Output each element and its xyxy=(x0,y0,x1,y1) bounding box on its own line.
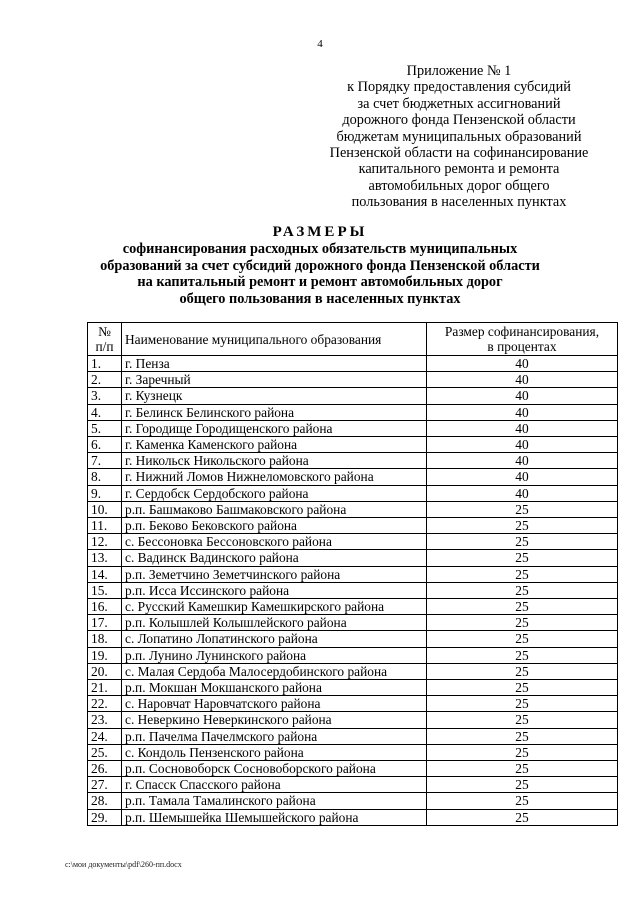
row-number: 23. xyxy=(88,712,122,728)
row-percent: 25 xyxy=(427,501,618,517)
header-number-line2: п/п xyxy=(95,339,114,354)
row-municipality: р.п. Тамала Тамалинского района xyxy=(122,793,427,809)
row-percent: 40 xyxy=(427,356,618,372)
subtitle-line: на капитальный ремонт и ремонт автомобильных дорог xyxy=(137,274,503,291)
row-number: 10. xyxy=(88,501,122,517)
row-number: 11. xyxy=(88,518,122,534)
row-percent: 25 xyxy=(427,615,618,631)
footer-file-path: c:\мои документы\pdf\260-пп.docx xyxy=(65,860,182,869)
table-row xyxy=(88,420,618,436)
row-percent: 25 xyxy=(427,680,618,696)
row-municipality: р.п. Башмаково Башмаковского района xyxy=(122,501,427,517)
row-municipality: р.п. Сосновоборск Сосновоборского района xyxy=(122,761,427,777)
header-percent xyxy=(427,323,618,356)
row-number: 20. xyxy=(88,663,122,679)
row-municipality: с. Наровчат Наровчатского района xyxy=(122,696,427,712)
header-number-line1: № xyxy=(98,324,111,339)
appendix-line: за счет бюджетных ассигнований xyxy=(357,95,561,112)
row-municipality: г. Белинск Белинского района xyxy=(122,404,427,420)
table-row xyxy=(88,404,618,420)
appendix-line: к Порядку предоставления субсидий xyxy=(347,79,571,96)
row-number: 2. xyxy=(88,372,122,388)
row-number: 3. xyxy=(88,388,122,404)
row-percent: 25 xyxy=(427,599,618,615)
appendix-line: бюджетам муниципальных образований xyxy=(336,128,582,145)
table-row xyxy=(88,663,618,679)
table-row xyxy=(88,712,618,728)
row-percent: 25 xyxy=(427,647,618,663)
row-number: 5. xyxy=(88,420,122,436)
row-number: 24. xyxy=(88,728,122,744)
row-municipality: г. Каменка Каменского района xyxy=(122,437,427,453)
row-percent: 25 xyxy=(427,566,618,582)
row-percent: 25 xyxy=(427,631,618,647)
appendix-line: капитального ремонта и ремонта xyxy=(358,161,560,178)
row-municipality: г. Пенза xyxy=(122,356,427,372)
page-number: 4 xyxy=(317,38,323,50)
row-municipality: г. Сердобск Сердобского района xyxy=(122,485,427,501)
row-number: 29. xyxy=(88,809,122,825)
row-municipality: р.п. Пачелма Пачелмского района xyxy=(122,728,427,744)
table-row xyxy=(88,696,618,712)
row-number: 17. xyxy=(88,615,122,631)
row-municipality: г. Заречный xyxy=(122,372,427,388)
row-percent: 25 xyxy=(427,534,618,550)
row-percent: 40 xyxy=(427,420,618,436)
row-municipality: с. Бессоновка Бессоновского района xyxy=(122,534,427,550)
row-number: 8. xyxy=(88,469,122,485)
row-number: 19. xyxy=(88,647,122,663)
row-municipality: с. Лопатино Лопатинского района xyxy=(122,631,427,647)
table-row xyxy=(88,761,618,777)
table-row xyxy=(88,388,618,404)
row-number: 25. xyxy=(88,744,122,760)
document-subtitle xyxy=(0,241,640,307)
appendix-line: автомобильных дорог общего xyxy=(368,177,550,194)
table-row xyxy=(88,501,618,517)
row-percent: 40 xyxy=(427,372,618,388)
appendix-block xyxy=(300,63,618,211)
row-percent: 40 xyxy=(427,453,618,469)
table-row xyxy=(88,372,618,388)
table-row xyxy=(88,631,618,647)
table-row xyxy=(88,728,618,744)
row-number: 16. xyxy=(88,599,122,615)
table-row xyxy=(88,647,618,663)
row-number: 14. xyxy=(88,566,122,582)
row-percent: 25 xyxy=(427,696,618,712)
header-name: Наименование муниципального образования xyxy=(122,323,427,356)
row-percent: 40 xyxy=(427,437,618,453)
row-municipality: с. Неверкино Неверкинского района xyxy=(122,712,427,728)
appendix-line: пользования в населенных пунктах xyxy=(351,194,567,211)
table-header-row xyxy=(88,323,618,356)
row-municipality: г. Никольск Никольского района xyxy=(122,453,427,469)
subsidy-table xyxy=(87,322,618,826)
row-municipality: р.п. Шемышейка Шемышейского района xyxy=(122,809,427,825)
row-number: 15. xyxy=(88,582,122,598)
table-row xyxy=(88,550,618,566)
row-municipality: р.п. Земетчино Земетчинского района xyxy=(122,566,427,582)
row-municipality: р.п. Беково Бековского района xyxy=(122,518,427,534)
subtitle-line: общего пользования в населенных пунктах xyxy=(179,290,461,307)
table-row xyxy=(88,469,618,485)
row-percent: 25 xyxy=(427,793,618,809)
appendix-line: дорожного фонда Пензенской области xyxy=(342,112,576,129)
row-percent: 25 xyxy=(427,728,618,744)
row-number: 13. xyxy=(88,550,122,566)
row-municipality: с. Малая Сердоба Малосердобинского района xyxy=(122,663,427,679)
row-municipality: с. Русский Камешкир Камешкирского района xyxy=(122,599,427,615)
row-percent: 25 xyxy=(427,518,618,534)
row-municipality: с. Кондоль Пензенского района xyxy=(122,744,427,760)
table-row xyxy=(88,566,618,582)
row-percent: 40 xyxy=(427,469,618,485)
row-number: 18. xyxy=(88,631,122,647)
table-row xyxy=(88,680,618,696)
table-row xyxy=(88,485,618,501)
row-percent: 25 xyxy=(427,550,618,566)
table-row xyxy=(88,599,618,615)
document-title: РАЗМЕРЫ xyxy=(272,224,368,240)
table-row xyxy=(88,793,618,809)
row-percent: 25 xyxy=(427,744,618,760)
row-number: 4. xyxy=(88,404,122,420)
row-percent: 25 xyxy=(427,582,618,598)
row-number: 22. xyxy=(88,696,122,712)
subtitle-line: образований за счет субсидий дорожного фонда Пензенской области xyxy=(100,257,540,274)
header-number xyxy=(88,323,122,356)
table-body xyxy=(88,356,618,826)
row-percent: 40 xyxy=(427,404,618,420)
appendix-line: Пензенской области на софинансирование xyxy=(329,145,589,162)
table-row xyxy=(88,582,618,598)
row-municipality: р.п. Мокшан Мокшанского района xyxy=(122,680,427,696)
row-municipality: г. Нижний Ломов Нижнеломовского района xyxy=(122,469,427,485)
row-number: 6. xyxy=(88,437,122,453)
table-row xyxy=(88,777,618,793)
row-municipality: с. Вадинск Вадинского района xyxy=(122,550,427,566)
table-row xyxy=(88,437,618,453)
row-municipality: р.п. Исса Иссинского района xyxy=(122,582,427,598)
row-number: 12. xyxy=(88,534,122,550)
row-number: 21. xyxy=(88,680,122,696)
table-row xyxy=(88,534,618,550)
row-municipality: р.п. Колышлей Колышлейского района xyxy=(122,615,427,631)
table-row xyxy=(88,356,618,372)
subtitle-line: софинансирования расходных обязательств муниципальных xyxy=(122,241,518,257)
table-row xyxy=(88,809,618,825)
row-municipality: г. Кузнецк xyxy=(122,388,427,404)
header-percent-line2: в процентах xyxy=(487,339,557,354)
row-number: 7. xyxy=(88,453,122,469)
table-row xyxy=(88,615,618,631)
row-percent: 25 xyxy=(427,712,618,728)
row-percent: 40 xyxy=(427,388,618,404)
row-percent: 25 xyxy=(427,663,618,679)
table-row xyxy=(88,744,618,760)
row-municipality: г. Городище Городищенского района xyxy=(122,420,427,436)
row-percent: 25 xyxy=(427,777,618,793)
row-number: 28. xyxy=(88,793,122,809)
row-percent: 25 xyxy=(427,809,618,825)
table-row xyxy=(88,453,618,469)
row-number: 9. xyxy=(88,485,122,501)
row-percent: 40 xyxy=(427,485,618,501)
row-number: 1. xyxy=(88,356,122,372)
row-percent: 25 xyxy=(427,761,618,777)
header-percent-line1: Размер софинансирования, xyxy=(444,324,600,339)
appendix-line: Приложение № 1 xyxy=(406,63,512,79)
row-municipality: г. Спасск Спасского района xyxy=(122,777,427,793)
row-municipality: р.п. Лунино Лунинского района xyxy=(122,647,427,663)
row-number: 26. xyxy=(88,761,122,777)
row-number: 27. xyxy=(88,777,122,793)
table-row xyxy=(88,518,618,534)
